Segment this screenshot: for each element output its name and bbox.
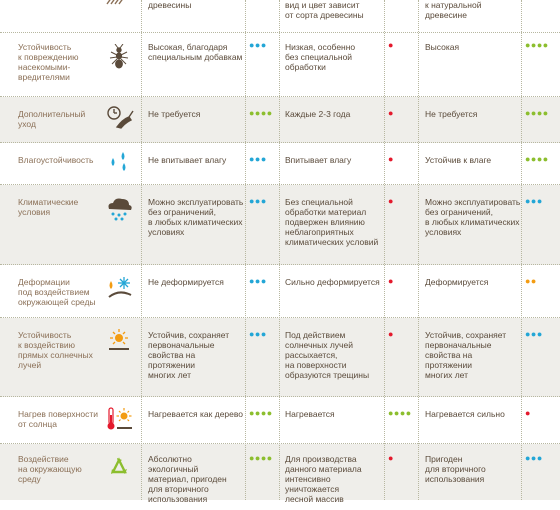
cell-text: Пригоден для вторичного использования	[425, 454, 486, 484]
top-c2: вид и цвет зависит от сорта древесины	[285, 0, 364, 20]
cell-text: Не деформируется	[148, 277, 224, 287]
table-row	[0, 32, 560, 97]
deformation-icon	[103, 275, 135, 301]
rating-dots: ●●●	[249, 276, 267, 286]
rating-dots: ●●●	[249, 154, 267, 164]
rating-dots: ●●●	[249, 329, 267, 339]
criterion-label: Нагрев поверхности от солнца	[18, 409, 98, 429]
cell-text: Не впитывает влагу	[148, 155, 227, 165]
rating-dots: ●●●	[525, 329, 543, 339]
table-row	[0, 97, 560, 143]
rating-dots: ●	[388, 329, 394, 339]
cell-text: Впитывает влагу	[285, 155, 352, 165]
criterion-label: Устойчивость к воздействию прямых солнечных лучей	[18, 330, 93, 370]
table-row	[0, 318, 560, 397]
top-c1: древесины	[148, 0, 192, 10]
column-divider	[384, 0, 385, 500]
rating-dots: ●	[388, 453, 394, 463]
rating-dots: ●●●●	[249, 108, 273, 118]
criterion-label: Дополнительный уход	[18, 109, 86, 129]
rating-dots: ●●●	[249, 40, 267, 50]
cell-text: Без специальной обработки материал подвержен влиянию неблагоприятных климатических условий	[285, 197, 379, 247]
weather-cloud-icon	[103, 195, 135, 221]
rating-dots: ●●	[525, 276, 537, 286]
cell-text: Можно эксплуатировать без ограничений, в любых климатических условиях	[148, 197, 244, 237]
cell-text: Нагревается	[285, 409, 335, 419]
cell-text: Можно эксплуатировать без ограничений, в любых климатических условиях	[425, 197, 521, 237]
rating-dots: ●	[388, 276, 394, 286]
care-icon	[103, 103, 135, 129]
column-divider	[418, 0, 419, 500]
rating-dots: ●●●	[249, 196, 267, 206]
table-row	[0, 185, 560, 265]
table-row	[0, 0, 560, 33]
rating-dots: ●●●●	[525, 154, 549, 164]
wood-planks-icon	[103, 0, 135, 16]
rating-dots: ●●●●	[525, 108, 549, 118]
column-divider	[141, 0, 142, 500]
water-drops-icon	[103, 150, 135, 176]
cell-text: Для производства данного материала интенсивно уничтожается лесной массив	[285, 454, 362, 504]
criterion-label: Воздействие на окружающую среду	[18, 454, 82, 484]
column-divider	[279, 0, 280, 500]
criterion-label: Устойчивость к повреждению насекомыми- вредителями	[18, 42, 79, 82]
rating-dots: ●●●●	[388, 408, 412, 418]
criterion-label: Влагоустойчивость	[18, 155, 94, 165]
sun-icon	[103, 328, 135, 354]
cell-text: Каждые 2-3 года	[285, 109, 351, 119]
column-divider	[521, 0, 522, 500]
rating-dots: ●	[525, 408, 531, 418]
rating-dots: ●	[388, 40, 394, 50]
cell-text: Высокая	[425, 42, 460, 52]
cell-text: Устойчив к влаге	[425, 155, 492, 165]
rating-dots: ●●●●	[249, 453, 273, 463]
heat-thermometer-icon	[103, 406, 135, 432]
rating-dots: ●	[388, 108, 394, 118]
criterion-label: Деформации под воздействием окружающей среды	[18, 277, 96, 307]
cell-text: Нагревается как дерево	[148, 409, 244, 419]
table-row	[0, 265, 560, 318]
table-row	[0, 143, 560, 185]
rating-dots: ●	[388, 196, 394, 206]
rating-dots: ●●●●	[525, 40, 549, 50]
cell-text: Под действием солнечных лучей рассыхается, на поверхности образуются трещины	[285, 330, 370, 380]
top-c3: к натуральной древесине	[425, 0, 482, 20]
cell-text: Абсолютно экологичный материал, пригоден для вторичного использования	[148, 454, 227, 504]
ant-icon	[103, 44, 135, 70]
rating-dots: ●●●	[525, 196, 543, 206]
cell-text: Не требуется	[148, 109, 201, 119]
cell-text: Низкая, особенно без специальной обработки	[285, 42, 356, 72]
cell-text: Устойчив, сохраняет первоначальные свойства на протяжении многих лет	[148, 330, 230, 380]
recycle-icon	[103, 454, 135, 480]
cell-text: Высокая, благодаря специальным добавкам	[148, 42, 243, 62]
cell-text: Устойчив, сохраняет первоначальные свойства на протяжении многих лет	[425, 330, 507, 380]
cell-text: Деформируется	[425, 277, 489, 287]
cell-text: Не требуется	[425, 109, 478, 119]
criterion-label: Климатические условия	[18, 197, 79, 217]
rating-dots: ●●●●	[249, 408, 273, 418]
table-row	[0, 444, 560, 504]
cell-text: Сильно деформируется	[285, 277, 380, 287]
table-row	[0, 397, 560, 444]
rating-dots: ●	[388, 154, 394, 164]
cell-text: Нагревается сильно	[425, 409, 505, 419]
rating-dots: ●●●	[525, 453, 543, 463]
column-divider	[245, 0, 246, 500]
